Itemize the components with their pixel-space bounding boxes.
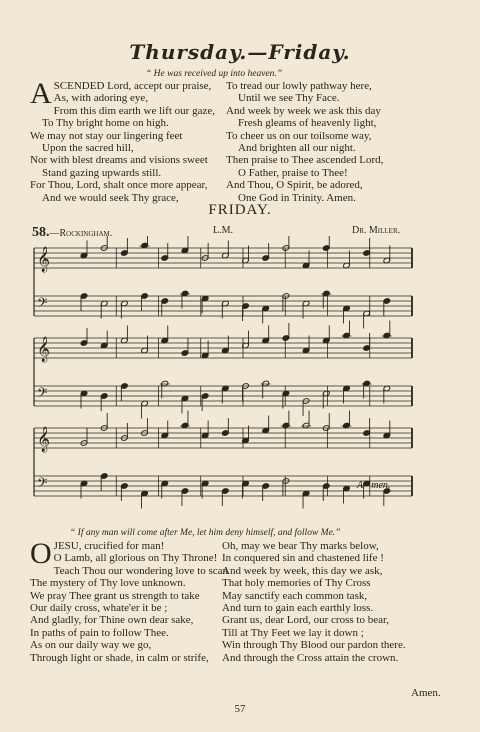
thursday-column-2 <box>226 80 452 204</box>
verse-line-text: And we would seek Thy grace, <box>42 191 179 204</box>
verse-line <box>222 577 452 589</box>
verse-line <box>30 105 230 117</box>
verse-line <box>226 80 452 92</box>
verse-line <box>30 552 230 564</box>
verse-line <box>226 117 452 129</box>
verse-line-text: O Father, praise to Thee! <box>238 166 348 179</box>
page-header-title: Thursday.—Friday. <box>129 40 351 64</box>
verse-line-text: To tread our lowly pathway here, <box>226 80 372 92</box>
verse-line-text: Grant us, dear Lord, our cross to bear, <box>222 614 389 627</box>
verse-line-text: In paths of pain to follow Thee. <box>30 626 169 639</box>
verse-line <box>30 639 230 651</box>
hymn-tune: —Rockingham. <box>49 228 113 239</box>
verse-line <box>222 614 452 626</box>
friday-column-2 <box>222 540 452 664</box>
hymn-meter: L.M. <box>213 225 233 236</box>
music-score <box>0 236 480 526</box>
verse-line-text: And turn to gain each earthly loss. <box>222 602 374 615</box>
verse-line-text: One God in Trinity. Amen. <box>238 191 356 204</box>
verse-line <box>30 142 230 154</box>
verse-line-text: Oh, may we bear Thy marks below, <box>222 540 379 552</box>
verse-line-text: O Lamb, all glorious on Thy Throne! <box>53 552 218 565</box>
verse-line <box>222 602 452 614</box>
verse-line <box>226 105 452 117</box>
verse-line-text: Fresh gleams of heavenly light, <box>238 117 377 130</box>
verse-line <box>222 590 452 602</box>
bass-clef: 𝄢 <box>37 477 48 494</box>
verse-line <box>222 540 452 552</box>
verse-line <box>30 602 230 614</box>
verse-line <box>226 179 452 191</box>
verse-line-text: Then praise to Thee ascended Lord, <box>226 154 384 167</box>
hymn-number: 58. <box>32 225 50 240</box>
verse-line-text: Upon the sacred hill, <box>42 142 134 155</box>
verse-line-text: To Thy bright home on high. <box>42 117 169 130</box>
bass-clef: 𝄢 <box>37 297 48 314</box>
verse-line-text: And gladly, for Thine own dear sake, <box>30 614 194 627</box>
verse-line-text: Through light or shade, in calm or strife, <box>30 651 209 664</box>
verse-line-text: To cheer us on our toilsome way, <box>226 129 372 142</box>
hymn-composer: Dr. Miller. <box>352 225 401 236</box>
verse-line <box>30 614 230 626</box>
treble-clef: 𝄞 <box>37 246 51 271</box>
verse-line <box>30 167 230 179</box>
bass-clef: 𝄢 <box>37 387 48 404</box>
drop-cap: A <box>30 77 52 110</box>
verse-line-text: Until we see Thy Face. <box>238 92 340 105</box>
friday-epigraph: “ If any man will come after Me, let him deny himself, and follow Me.” <box>70 528 341 538</box>
verse-line-text: And week by week we ask this day <box>226 104 381 117</box>
verse-line-text: For Thou, Lord, shalt once more appear, <box>30 179 208 192</box>
verse-line <box>30 627 230 639</box>
verse-line <box>30 577 230 589</box>
verse-line-text: And week by week, this day we ask, <box>222 564 383 577</box>
verse-line <box>30 154 230 166</box>
verse-line <box>226 92 452 104</box>
verse-line-text: In conquered sin and chastened life ! <box>222 552 384 565</box>
verse-line-text: JESU, crucified for man! <box>53 540 165 552</box>
verse-line-text: We pray Thee grant us strength to take <box>30 589 200 602</box>
treble-clef: 𝄞 <box>37 426 51 451</box>
thursday-epigraph: “ He was received up into heaven.” <box>146 69 283 79</box>
friday-column-1 <box>30 537 230 664</box>
verse-line <box>222 552 452 564</box>
verse-line <box>30 117 230 129</box>
treble-clef: 𝄞 <box>37 336 51 361</box>
verse-line <box>222 627 452 639</box>
verse-line-text: Teach Thou our wondering love to scan <box>53 564 229 577</box>
verse-line-text: The mystery of Thy love unknown. <box>30 577 186 590</box>
verse-line <box>222 565 452 577</box>
verse-line-text: SCENDED Lord, accept our praise, <box>53 80 212 92</box>
verse-line <box>222 652 452 664</box>
verse-line-text: And brighten all our night. <box>238 142 356 155</box>
section-title-friday: FRIDAY. <box>208 202 272 218</box>
page-number: 57 <box>234 703 246 715</box>
verse-line-text: Win through Thy Blood our pardon there. <box>222 639 406 652</box>
verse-line-text: We may not stay our lingering feet <box>30 129 183 142</box>
verse-line-text: As, with adoring eye, <box>53 92 149 105</box>
drop-cap: O <box>30 537 52 570</box>
verse-line <box>226 167 452 179</box>
verse-line <box>30 92 230 104</box>
verse-line-text: May sanctify each common task, <box>222 589 368 602</box>
verse-line-text: Nor with blest dreams and visions sweet <box>30 154 208 167</box>
verse-line <box>226 154 452 166</box>
verse-line-text: And through the Cross attain the crown. <box>222 651 399 664</box>
verse-line-text: And Thou, O Spirit, be adored, <box>226 179 363 192</box>
verse-line-text: Our daily cross, whate'er it be ; <box>30 602 168 615</box>
verse-line <box>30 565 230 577</box>
verse-line <box>222 639 452 651</box>
amen-text: Amen. <box>411 687 441 699</box>
thursday-column-1 <box>30 77 230 204</box>
verse-line <box>226 142 452 154</box>
verse-line-text: That holy memories of Thy Cross <box>222 577 371 590</box>
verse-line-text: From this dim earth we lift our gaze, <box>53 104 215 117</box>
verse-line-text: Till at Thy Feet we lay it down ; <box>222 626 364 639</box>
amen-label: A - men. <box>357 480 391 491</box>
verse-line <box>30 652 230 664</box>
verse-line <box>30 590 230 602</box>
verse-line <box>30 130 230 142</box>
verse-line-text: Stand gazing upwards still. <box>42 166 162 179</box>
verse-line <box>30 179 230 191</box>
verse-line-text: As on our daily way we go, <box>30 639 152 652</box>
verse-line <box>226 130 452 142</box>
